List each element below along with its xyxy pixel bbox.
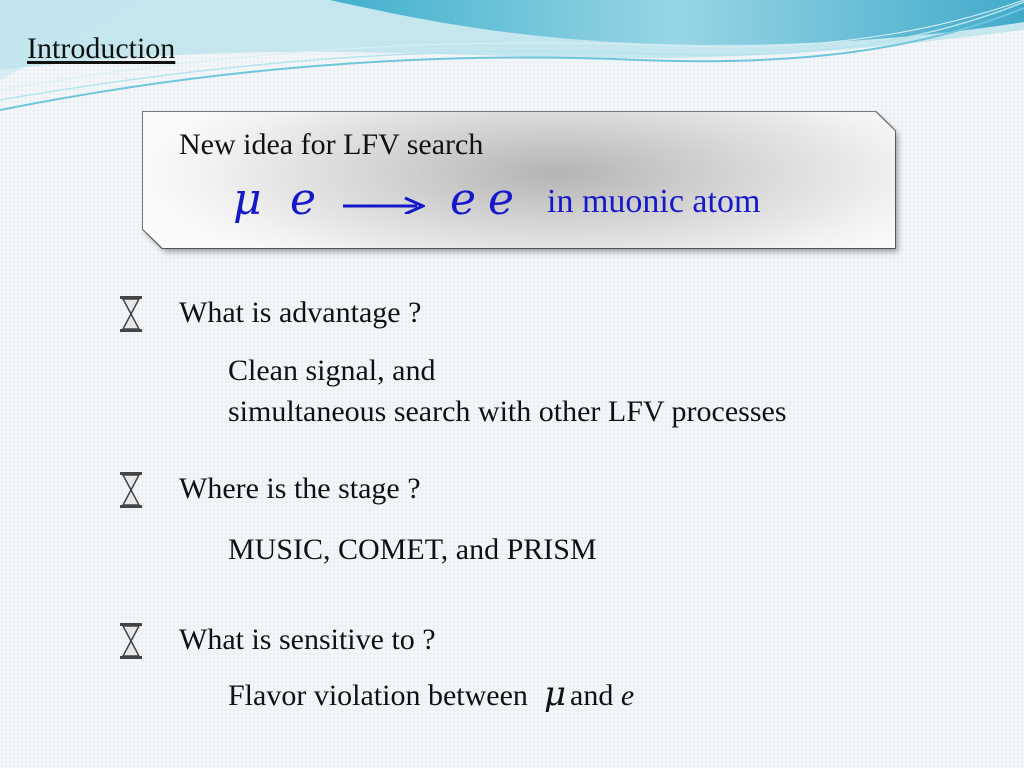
answer-sensitive-prefix: Flavor violation between [228, 679, 528, 712]
right-arrow-icon [343, 194, 425, 214]
answer-stage: MUSIC, COMET, and PRISM [228, 533, 597, 566]
answer-advantage-line-1: Clean signal, and [228, 354, 436, 387]
equation-e-left: e [290, 174, 317, 225]
callout-heading: New idea for LFV search [179, 128, 484, 161]
hourglass-icon [118, 295, 144, 333]
answer-sensitive-e: e [620, 679, 635, 712]
equation-e-right-1: e [450, 174, 477, 225]
answer-sensitive-mu: μ [543, 674, 567, 714]
question-sensitive: What is sensitive to ? [179, 623, 436, 656]
answer-sensitive [228, 673, 634, 717]
equation-mu: μ [233, 174, 262, 225]
equation-e-right-2: e [488, 174, 515, 225]
answer-advantage-line-2: simultaneous search with other LFV processes [228, 395, 787, 428]
equation-tail: in muonic atom [547, 183, 761, 220]
question-advantage: What is advantage ? [179, 296, 422, 329]
hourglass-icon [118, 622, 144, 660]
page-title: Introduction [27, 32, 176, 65]
question-stage: Where is the stage ? [179, 472, 421, 505]
hourglass-icon [118, 471, 144, 509]
answer-sensitive-and: and [570, 679, 614, 712]
